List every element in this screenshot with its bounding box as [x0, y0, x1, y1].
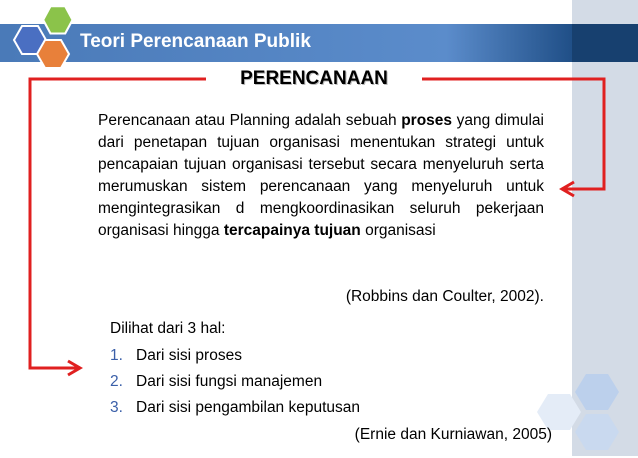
section-heading: PERENCANAAN [206, 66, 422, 92]
list-number: 1. [110, 347, 123, 364]
citation-ernie: (Ernie dan Kurniawan, 2005) [354, 426, 552, 443]
definition-text-3: organisasi [360, 222, 436, 239]
left-arrow-icon [30, 79, 206, 375]
list-number: 3. [110, 399, 123, 416]
list-text: Dari sisi fungsi manajemen [136, 373, 323, 390]
list-text: Dari sisi proses [136, 347, 242, 364]
definition-text-2: yang dimulai dari penetapan tujuan organisasi menentukan strategi untuk pencapaian tujuan organisasi tersebut secara menyeluruh serta merumuskan sistem perencanaan yang menyeluruh untuk mengintegrasikan d mengkoordinasikan seluruh pekerjaan organisasi hingga [98, 112, 544, 239]
list-text: Dari sisi pengambilan keputusan [136, 399, 361, 416]
citation-robbins: (Robbins dan Coulter, 2002). [345, 288, 544, 305]
definition-text-1: Perencanaan atau Planning adalah sebuah [98, 112, 402, 129]
right-arrow-icon [422, 79, 604, 196]
sub-intro-text: Dilihat dari 3 hal: [110, 320, 226, 337]
list-number: 2. [110, 373, 123, 390]
definition-bold-1: proses [401, 112, 453, 129]
definition-bold-2: tercapainya tujuan [223, 222, 361, 239]
slide-title: Teori Perencanaan Publik [80, 31, 311, 52]
